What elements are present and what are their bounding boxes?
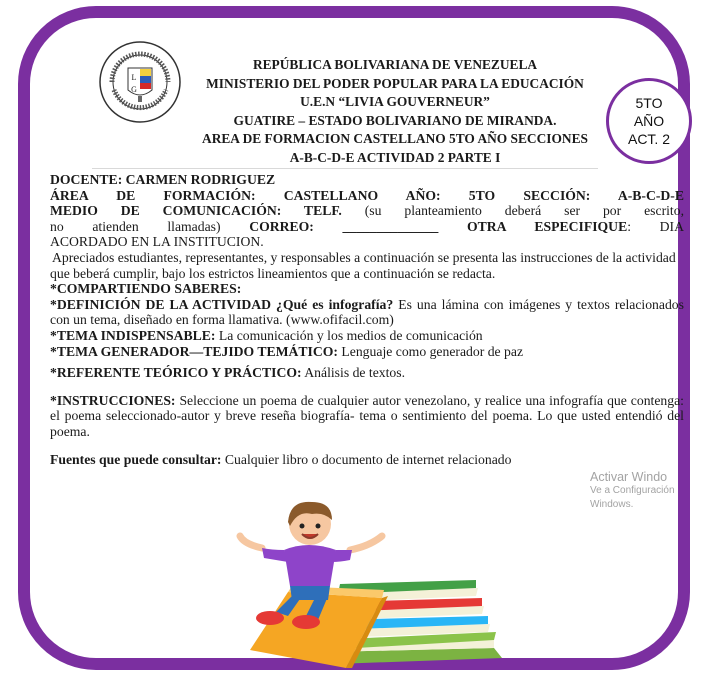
fuentes-line: [50, 452, 684, 468]
divider: [92, 168, 598, 169]
medio-label: MEDIO DE COMUNICACIÓN: TELF.: [50, 203, 342, 219]
docente-text: DOCENTE: CARMEN RODRIGUEZ: [50, 172, 276, 187]
referente-label: *REFERENTE TEÓRICO Y PRÁCTICO:: [50, 365, 302, 381]
document-header: [160, 56, 630, 167]
header-line: U.E.N “LIVIA GOUVERNEUR”: [300, 94, 490, 109]
header-line: GUATIRE – ESTADO BOLIVARIANO DE MIRANDA.: [233, 112, 557, 128]
header-line: A-B-C-D-E ACTIVIDAD 2 PARTE I: [289, 149, 501, 165]
header-line: MINISTERIO DEL PODER POPULAR PARA LA EDUCACIÓN: [206, 75, 584, 91]
tema-ind-text: La comunicación y los medios de comunicación: [215, 327, 483, 343]
area-text: ÁREA DE FORMACIÓN: CASTELLANO AÑO: 5TO SECCIÓN: A-B-C-D-E: [50, 187, 684, 203]
tema-generador: [50, 344, 684, 360]
windows-activation-watermark: [590, 470, 675, 512]
tema-indispensable: [50, 328, 684, 344]
intro-text: Apreciados estudiantes, representantes, y responsables a continuación se presenta las instrucciones de la actividad que beberá cumplir, bajo los estrictos lineamientos que a continuación se redacta.: [50, 249, 676, 281]
header-line: REPÚBLICA BOLIVARIANA DE VENEZUELA: [252, 57, 538, 72]
correo-text: : DIA: [627, 218, 684, 234]
watermark-line: Activar Windo: [590, 470, 668, 484]
watermark-line: Ve a Configuración: [590, 485, 675, 496]
tema-ind-label: *TEMA INDISPENSABLE:: [50, 327, 216, 343]
compartiendo-heading: [50, 281, 684, 297]
watermark-line: Windows.: [590, 499, 634, 510]
definicion-paragraph: [50, 297, 684, 328]
referente-line: [50, 365, 684, 381]
intro-paragraph: [50, 250, 684, 281]
tema-gen-text: Lenguaje como generador de paz: [337, 343, 524, 359]
acordado-text: ACORDADO EN LA INSTITUCION.: [50, 234, 264, 250]
correo-line: [50, 219, 684, 235]
medio-line: [50, 203, 684, 219]
grade-activity-badge: [606, 78, 692, 164]
badge-line: ACT. 2: [627, 131, 670, 147]
activity-body: [50, 172, 684, 468]
fuentes-text: Cualquier libro o documento de internet relacionado: [221, 451, 512, 467]
boy-on-books-illustration: [232, 500, 514, 672]
definicion-label: *DEFINICIÓN DE LA ACTIVIDAD ¿Qué es infografía?: [50, 296, 394, 312]
medio-text: (su planteamiento deberá ser por escrito,: [341, 203, 684, 219]
referente-text: Análisis de textos.: [301, 365, 406, 381]
header-line: AREA DE FORMACION CASTELLANO 5TO AÑO SECCIONES: [202, 131, 588, 146]
instrucciones-label: *INSTRUCCIONES:: [50, 392, 176, 408]
compartiendo-text: *COMPARTIENDO SABERES:: [50, 281, 242, 297]
book-stack: [250, 580, 502, 668]
svg-text:G: G: [131, 85, 137, 94]
definicion-text: Es una lámina con imágenes y textos relacionados con un tema, diseñado en forma llamativa. (www.ofifacil.com): [50, 296, 684, 328]
fuentes-label: Fuentes que puede consultar:: [50, 451, 222, 467]
svg-text:L: L: [131, 73, 137, 82]
acordado-line: [50, 234, 684, 250]
tema-gen-label: *TEMA GENERADOR—TEJIDO TEMÁTICO:: [50, 343, 338, 359]
badge-line: 5TO: [635, 95, 663, 111]
area-line: [50, 188, 684, 204]
docente-line: [50, 172, 684, 188]
medio-text-cont: no atienden llamadas): [50, 218, 221, 234]
instrucciones-text: Seleccione un poema de cualquier autor venezolano, y realice una infografía que contenga: el poema seleccionado-autor y breve reseña biografía- tema o sentimiento del poema. Lo que usted entendió del poema.: [50, 392, 684, 439]
correo-label: CORREO: ______________ OTRA ESPECIFIQUE: [220, 218, 628, 234]
badge-line: AÑO: [633, 113, 665, 129]
instrucciones-paragraph: [50, 393, 684, 440]
